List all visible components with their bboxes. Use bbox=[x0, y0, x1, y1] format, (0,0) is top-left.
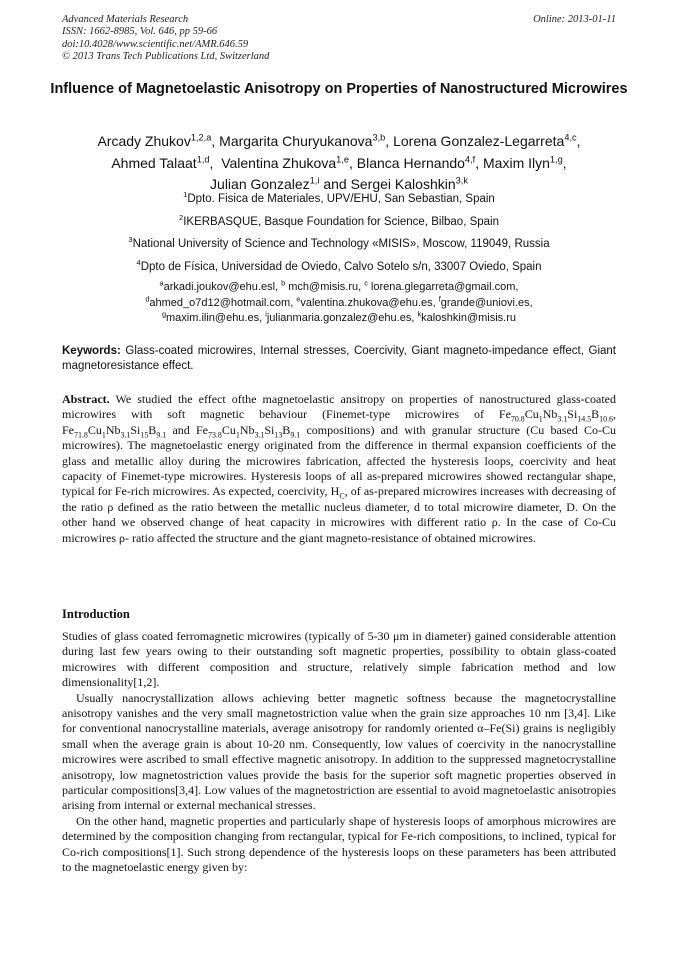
author: Sergei Kaloshkin$^{3,k}$ bbox=[350, 175, 468, 192]
issn-line: ISSN: 1662-8985, Vol. 646, pp 59-66 bbox=[62, 26, 218, 38]
journal-name: Advanced Materials Research bbox=[62, 14, 189, 25]
paper-title: Influence of Magnetoelastic Anisotropy on Properties of Nanostructured Microwires bbox=[50, 81, 628, 97]
affiliation: $^1$Dpto. Fisica de Materiales, UPV/EHU, San Sebastian, Spain bbox=[183, 190, 495, 205]
abstract: Abstract. We studied the effect ofthe magnetoelastic ansitropy on properties of nanostructured glass-coated microwires with soft magnetic behaviour (Finemet-type microwires of $Fe_{70.8}Cu_1Nb_{3.1}Si_{14.5}B_{10.6}$, $Fe_{71.8}Cu_1Nb_{3.1}Si_{15}B_{9.1}$ and $Fe_{73.8}Cu_1Nb_{3.1}Si_{13}B_{9.1}$ compositions) and with granular structure (Cu based Co-Cu microwires). The magnetoelastic energy originated from the difference in thermal expansion coefficients of the glass and metallic alloy during the microwires fabrication, affected the hysteresis loops, coercivity and heat capacity of Finemet-type microwires. Hysteresis loops of all as-prepared microwires showed rectangular shape, typical for Fe-rich microwires. As expected, coercivity, $H_C$, of as-prepared microwires increases with decreasing of the ratio ρ defined as the ratio between the metallic nucleus diameter, d to total microwire diameter, D. On the other hand we observed change of heat capacity in microwires with different ratio ρ. In the case of Co-Cu microwires ρ- ratio affected the structure and the giant magneto-resistance of obtained microwires. bbox=[62, 392, 617, 545]
paragraph: Usually nanocrystallization allows achieving better magnetic softness because the magnetocrystalline anisotropy vanishes and the very small magnetostriction value when the grain size approaches 10 nm [3,4]. Like for conventional nanocrystalline materials, average anisotropy for randomly oriented α–Fe(Si) grains is negligibly small when the average grain is about 10-20 nm. Consequently, low values of coercivity in the nanocrystalline microwires were ascribed to small effective magnetic anisotropy. In addition to the suppressed magnetocrystalline anisotropy, low magnetostriction values provide the basis for the superior soft magnetic properties observed in particular compositions[3,4]. Low values of the magnetostriction are essential to avoid magnetoelastic anisotropies arising from internal or external mechanical stresses. bbox=[62, 690, 616, 813]
formula: $Fe_{71.8}Cu_1Nb_{3.1}Si_{15}B_{9.1}$ bbox=[62, 422, 167, 440]
keywords-label: Keywords: bbox=[62, 345, 121, 357]
author: Arcady Zhukov$^{1,2,a}$ bbox=[97, 132, 212, 149]
keywords bbox=[62, 344, 616, 374]
email[interactable]: $^g$maxim.ilin@ehu.es bbox=[161, 309, 260, 324]
author: Margarita Churyukanova$^{3,b}$ bbox=[219, 132, 386, 149]
paragraph: Studies of glass coated ferromagnetic microwires (typically of 5-30 μm in diameter) gained considerable attention during last few years owing to their outstanding soft magnetic properties, possibility to obtain glass-coated microwires with different composition and structure, relatively simple fabrication method and low dimensionality[1,2]. bbox=[62, 629, 616, 690]
author: Valentina Zhukova$^{1,e}$ bbox=[221, 153, 349, 171]
email[interactable]: $^a$arkadi.joukov@ehu.esl bbox=[159, 278, 276, 293]
introduction-body bbox=[62, 629, 616, 876]
online-date: Online: 2013-01-11 bbox=[533, 14, 616, 25]
doi-line[interactable]: doi:10.4028/www.scientific.net/AMR.646.59 bbox=[62, 38, 249, 50]
formula: $Fe_{73.8}Cu_1Nb_{3.1}Si_{13}B_{9.1}$ bbox=[196, 422, 301, 440]
email[interactable]: $^c$ lorena.glegarreta@gmail.com bbox=[364, 278, 516, 293]
author: Ahmed Talaat$^{1,d}$ bbox=[111, 153, 210, 171]
email[interactable]: $^b$ mch@misis.ru bbox=[281, 278, 359, 293]
email[interactable]: $^k$kaloshkin@misis.ru bbox=[417, 309, 517, 324]
affiliation: $^4$Dpto de Física, Universidad de Oviedo, Calvo Sotelo s/n, 33007 Oviedo, Spain bbox=[136, 257, 542, 273]
affiliation: $^3$National University of Science and Technology «MISIS», Moscow, 119049, Russia bbox=[128, 235, 550, 250]
affiliations bbox=[60, 192, 618, 282]
email[interactable]: $^e$valentina.zhukova@ehu.es bbox=[296, 293, 433, 309]
email-list: $^a$arkadi.joukov@ehu.esl, $^b$ mch@misis.ru, $^c$ lorena.glegarreta@gmail.com, $^d$ahmed_o7d12@hotmail.com, $^e$valentina.zhukova@ehu.es, $^f$grande@uniovi.es, $^g$maxim.ilin@ehu.es, $^i$julianmaria.gonzalez@ehu.es, $^k$kaloshkin@misis.ru bbox=[145, 278, 533, 324]
and-word: and bbox=[323, 176, 347, 192]
email[interactable]: $^i$julianmaria.gonzalez@ehu.es bbox=[265, 309, 412, 324]
copyright-line: © 2013 Trans Tech Publications Ltd, Switzerland bbox=[62, 51, 270, 63]
section-heading-introduction: Introduction bbox=[62, 607, 130, 621]
author-list: Arcady Zhukov$^{1,2,a}$, Margarita Churyukanova$^{3,b}$, Lorena Gonzalez-Legarreta$^{4,c}$, Ahmed Talaat$^{1,d}$, Valentina Zhukova$^{1,e}$, Blanca Hernando$^{4,f}$, Maxim Ilyn$^{1,g}$, Julian Gonzalez$^{1,i}$ and Sergei Kaloshkin$^{3,k}$ bbox=[97, 132, 581, 192]
affiliation: $^2$IKERBASQUE, Basque Foundation for Science, Bilbao, Spain bbox=[178, 212, 499, 228]
formula: $Fe_{70.8}Cu_1Nb_{3.1}Si_{14.5}B_{10.6}$ bbox=[498, 407, 613, 424]
abstract-label: Abstract. bbox=[62, 392, 110, 406]
author: Maxim Ilyn$^{1,g}$ bbox=[483, 153, 563, 171]
journal-header bbox=[62, 14, 616, 64]
paragraph: On the other hand, magnetic properties and particularly shape of hysteresis loops of amorphous microwires are determined by the composition changing from rectangular, typical for Fe-rich compositions, to inclined, typical for Co-rich compositions[1]. Such strong dependence of the hysteresis loops on these parameters has been attributed to the magnetoelastic energy given by: bbox=[62, 813, 616, 875]
keywords-text: Glass-coated microwires, Internal stresses, Coercivity, Giant magneto-impedance effect, Giant magnetoresistance effect. bbox=[62, 345, 616, 372]
email[interactable]: $^f$grande@uniovi.es bbox=[438, 293, 530, 309]
author: Blanca Hernando$^{4,f}$ bbox=[356, 153, 476, 171]
abstract-text: We studied the effect ofthe magnetoelastic ansitropy on properties of nanostructured glass-coated microwires with soft magnetic behaviour (Finemet-type microwires of bbox=[62, 392, 616, 422]
author: Julian Gonzalez$^{1,i}$ bbox=[210, 175, 320, 192]
email[interactable]: $^d$ahmed_o7d12@hotmail.com bbox=[145, 293, 291, 309]
author: Lorena Gonzalez-Legarreta$^{4,c}$ bbox=[393, 132, 577, 149]
